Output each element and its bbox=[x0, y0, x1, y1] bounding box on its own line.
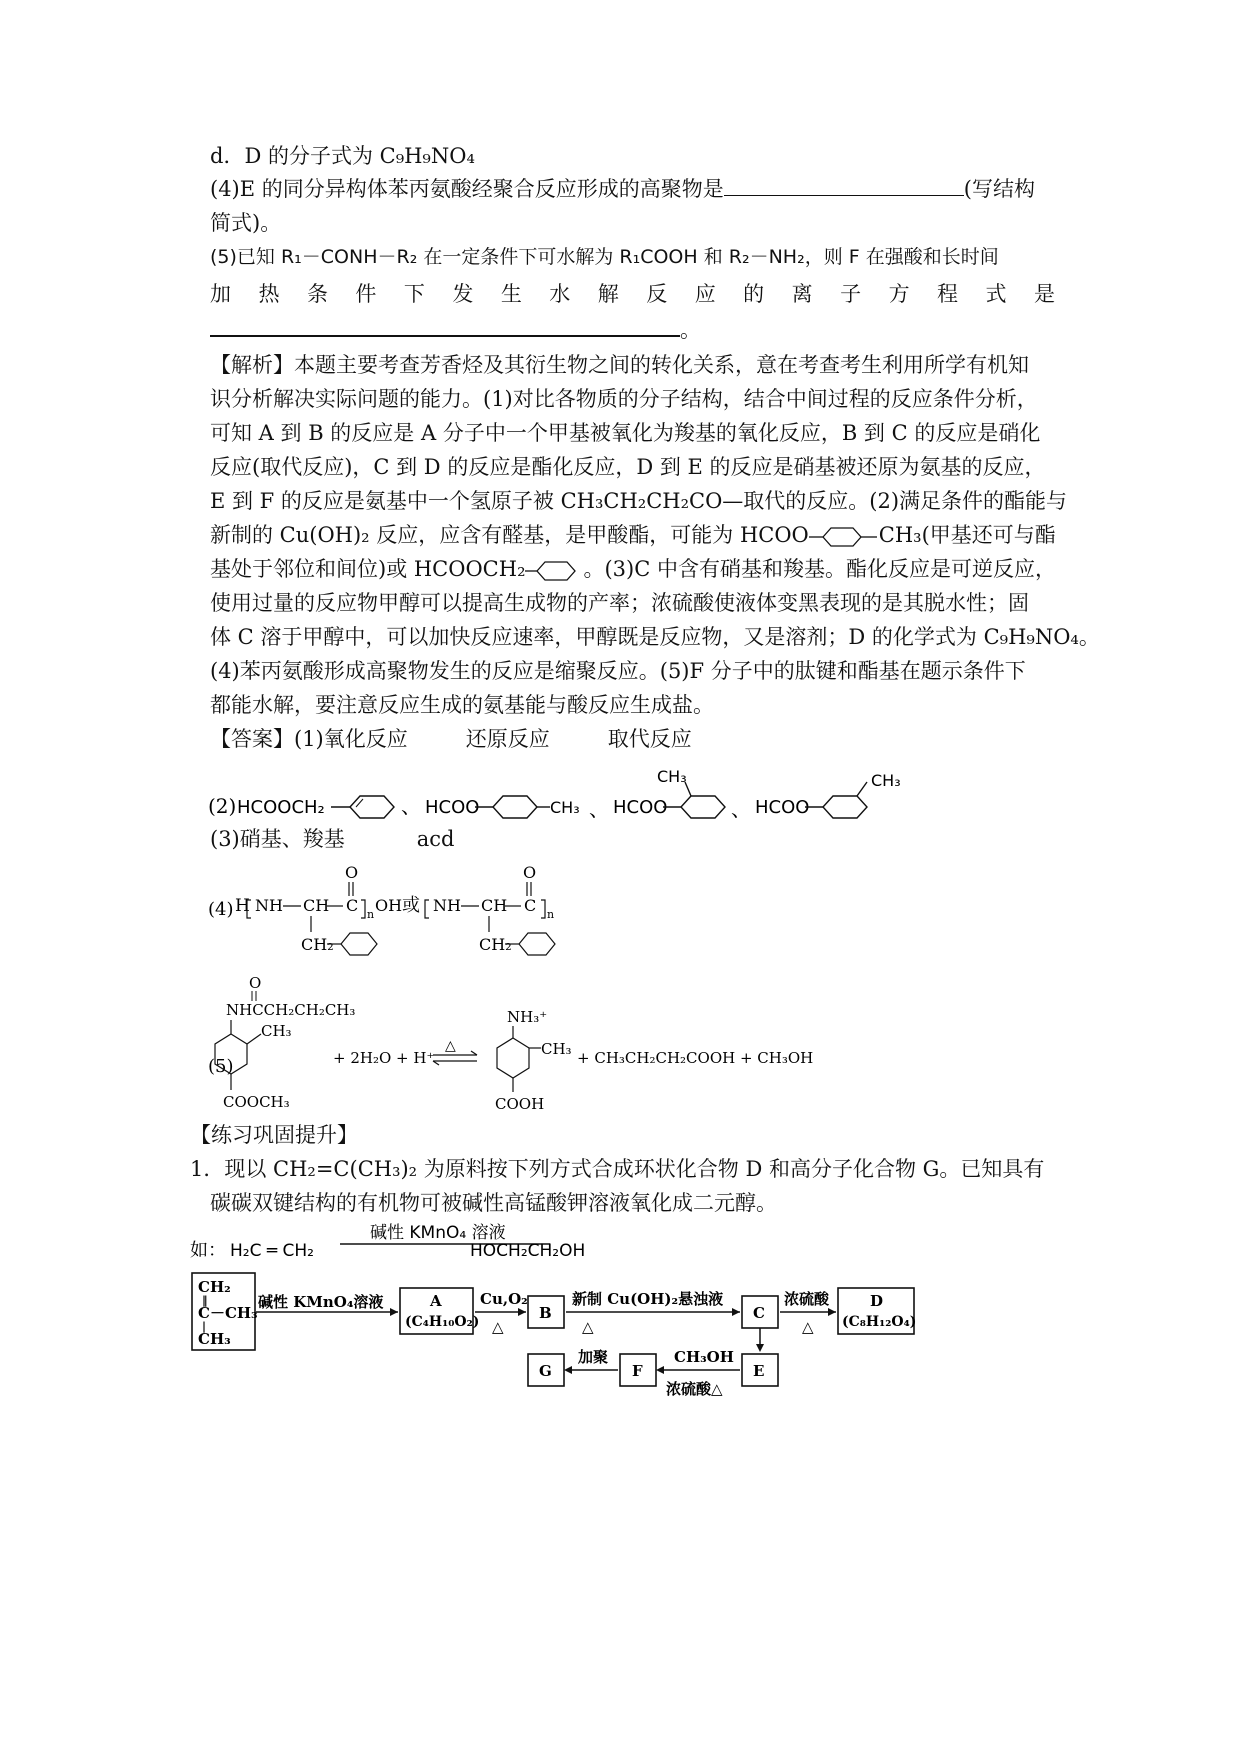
analysis-line-3: 可知 A 到 B 的反应是 A 分子中一个甲基被氧化为羧基的氧化反应，B 到 C 的反应是硝化 bbox=[210, 421, 1041, 445]
compound-g: G bbox=[539, 1362, 552, 1380]
justified-char: 子 bbox=[840, 282, 862, 306]
analysis-line-10: (4)苯丙氨酸形成高聚物发生的反应是缩聚反应。(5)F 分子中的肽键和酯基在题示条件下 bbox=[210, 659, 1026, 683]
answer-1-reduction: 还原反应 bbox=[465, 727, 550, 751]
carboxyl-group: COOH bbox=[495, 1095, 545, 1113]
justified-char: 件 bbox=[355, 282, 377, 306]
separator: 、 bbox=[589, 797, 609, 821]
double-bond: ‖ bbox=[202, 1294, 208, 1307]
ester-group: COOCH₃ bbox=[223, 1093, 290, 1111]
justified-char: 发 bbox=[452, 282, 474, 306]
answer-2-formula-4: HCOO bbox=[755, 797, 810, 818]
carbonyl-oxygen: O bbox=[249, 974, 262, 992]
compound-d: D bbox=[870, 1292, 884, 1310]
benzene-ring-icon bbox=[809, 525, 879, 549]
alpha-carbon: CH bbox=[303, 896, 330, 915]
ethylene: H₂C ═ CH₂ bbox=[230, 1241, 314, 1261]
carbonyl-carbon: C bbox=[346, 896, 359, 915]
answer-2-formula-2: HCOO bbox=[425, 797, 480, 818]
amide-nh: NH bbox=[255, 896, 283, 915]
justified-char: 生 bbox=[500, 282, 522, 306]
methyl-group: CH₃ bbox=[261, 1022, 292, 1040]
benzyl-ch2: CH₂ bbox=[301, 935, 334, 954]
heat-symbol: △ bbox=[582, 1318, 594, 1336]
ammonium-group: NH₃⁺ bbox=[507, 1008, 548, 1026]
c-ch3: C－CH₃ bbox=[198, 1304, 258, 1322]
benzene-ring-icon bbox=[805, 782, 867, 818]
justified-char: 式 bbox=[985, 282, 1007, 306]
answer-1-substitution: 取代反应 bbox=[607, 727, 692, 751]
compound-c: C bbox=[753, 1304, 765, 1322]
separator: 、 bbox=[731, 797, 751, 821]
compound-d-formula: (C₈H₁₂O₄) bbox=[842, 1314, 917, 1330]
question-5-justified bbox=[210, 281, 1055, 307]
answer-5-equation bbox=[205, 970, 1005, 1125]
question-4-continued: 简式)。 bbox=[210, 211, 282, 235]
step-1-condition: 碱性 KMnO₄溶液 bbox=[258, 1293, 384, 1311]
justified-char: 水 bbox=[549, 282, 571, 306]
step-6-condition: 加聚 bbox=[578, 1348, 609, 1366]
benzene-ring-icon bbox=[497, 1038, 529, 1078]
answer-blank-5[interactable] bbox=[210, 315, 680, 337]
question-4-text: (4)E 的同分异构体苯丙氨酸经聚合反应形成的高聚物是 bbox=[210, 177, 724, 201]
question-5-chars bbox=[210, 281, 1055, 307]
reagents: + 2H₂O + H⁺ bbox=[333, 1049, 435, 1067]
answer-blank-4[interactable] bbox=[724, 177, 964, 196]
synthesis-scheme bbox=[190, 1270, 1030, 1410]
justified-char: 方 bbox=[888, 282, 910, 306]
question-5: (5)已知 R₁－CONH－R₂ 在一定条件下可水解为 R₁COOH 和 R₂－NH₂，则 F 在强酸和长时间 bbox=[210, 246, 999, 268]
analysis-line-1: 【解析】本题主要考查芳香烃及其衍生物之间的转化关系，意在考查考生利用所学有机知 bbox=[210, 353, 1029, 377]
step-5-catalyst: 浓硫酸△ bbox=[666, 1380, 723, 1398]
carbonyl-oxygen: O bbox=[523, 863, 537, 882]
step-2-condition: Cu,O₂ bbox=[480, 1290, 528, 1308]
justified-char: 条 bbox=[306, 282, 328, 306]
compound-a-formula: (C₄H₁₀O₂) bbox=[405, 1314, 480, 1330]
answer-2-label: (2) bbox=[208, 794, 237, 818]
step-5-condition: CH₃OH bbox=[674, 1348, 734, 1366]
practice-question-1-continued: 碳碳双键结构的有机物可被碱性高锰酸钾溶液氧化成二元醇。 bbox=[210, 1191, 777, 1215]
amide-nh: NH bbox=[433, 896, 461, 915]
justified-char: 解 bbox=[597, 282, 619, 306]
question-5-blank-line bbox=[210, 315, 701, 343]
analysis-line-6-b: CH₃(甲基还可与酯 bbox=[878, 523, 1056, 547]
analysis-line-6 bbox=[210, 522, 1056, 549]
ch3: CH₃ bbox=[198, 1330, 231, 1348]
analysis-line-7-b: 。(3)C 中含有硝基和羧基。酯化反应是可逆反应， bbox=[583, 557, 1056, 581]
methyl-group: CH₃ bbox=[550, 798, 580, 817]
alpha-carbon: CH bbox=[481, 896, 508, 915]
benzene-ring-icon bbox=[341, 933, 377, 955]
compound-f: F bbox=[632, 1362, 643, 1380]
repeat-count: n bbox=[547, 908, 555, 921]
methyl-group: CH₃ bbox=[871, 771, 901, 790]
starting-material-box bbox=[192, 1273, 258, 1350]
step-4-condition: 浓硫酸 bbox=[784, 1290, 830, 1308]
analysis-line-6-a: 新制的 Cu(OH)₂ 反应，应含有醛基，是甲酸酯，可能为 HCOO bbox=[210, 523, 809, 547]
single-bond: | bbox=[202, 1320, 207, 1333]
benzene-ring-icon bbox=[475, 796, 550, 818]
analysis-line-5: E 到 F 的反应是氨基中一个氢原子被 CH₃CH₂CH₂CO—取代的反应。(2)满足条件的酯能与 bbox=[210, 489, 1068, 513]
or-word: 或 bbox=[402, 895, 420, 916]
option-d: d．D 的分子式为 C₉H₉NO₄ bbox=[210, 144, 475, 168]
period: 。 bbox=[680, 318, 701, 342]
answer-4-polymers bbox=[205, 860, 635, 970]
reaction-condition: 碱性 KMnO₄ 溶液 bbox=[370, 1223, 506, 1243]
analysis-line-8: 使用过量的反应物甲醇可以提高生成物的产率；浓硫酸使液体变黑表现的是其脱水性；固 bbox=[210, 591, 1029, 615]
ethylene-glycol: HOCH₂CH₂OH bbox=[470, 1241, 586, 1261]
heat-symbol: △ bbox=[802, 1318, 814, 1336]
justified-char: 反 bbox=[646, 282, 668, 306]
step-3-condition: 新制 Cu(OH)₂悬浊液 bbox=[572, 1290, 724, 1308]
benzene-ring-icon bbox=[331, 796, 394, 818]
justified-char: 热 bbox=[258, 282, 280, 306]
justified-char: 应 bbox=[694, 282, 716, 306]
justified-char: 离 bbox=[791, 282, 813, 306]
answer-3-options: acd bbox=[416, 827, 455, 851]
analysis-line-4: 反应(取代反应)，C 到 D 的反应是酯化反应，D 到 E 的反应是硝基被还原为氨基的反应， bbox=[210, 455, 1046, 479]
heat-symbol: △ bbox=[445, 1038, 456, 1054]
products: + CH₃CH₂CH₂COOH + CH₃OH bbox=[577, 1049, 814, 1067]
analysis-line-7-a: 基处于邻位和间位)或 HCOOCH₂ bbox=[210, 557, 526, 581]
compound-e: E bbox=[753, 1362, 765, 1380]
answer-2-formula-1: HCOOCH₂ bbox=[237, 797, 325, 818]
analysis-line-2: 识分析解决实际问题的能力。(1)对比各物质的分子结构，结合中间过程的反应条件分析， bbox=[210, 387, 1038, 411]
compound-a: A bbox=[430, 1292, 442, 1310]
answer-1 bbox=[210, 726, 692, 752]
example-reaction bbox=[190, 1220, 670, 1270]
question-4 bbox=[210, 176, 1035, 202]
benzene-ring-icon bbox=[525, 559, 583, 583]
justified-char: 加 bbox=[210, 282, 231, 306]
carbonyl-oxygen: O bbox=[345, 863, 359, 882]
butanamide-group: NHCCH₂CH₂CH₃ bbox=[226, 1001, 356, 1019]
answer-1-oxidation: 【答案】(1)氧化反应 bbox=[210, 727, 408, 751]
methyl-group: CH₃ bbox=[657, 767, 687, 786]
justified-char: 是 bbox=[1033, 282, 1055, 306]
heat-symbol: △ bbox=[492, 1318, 504, 1336]
answer-3 bbox=[210, 826, 454, 852]
analysis-line-7 bbox=[210, 556, 1056, 583]
methyl-group: CH₃ bbox=[541, 1040, 572, 1058]
answer-4-label: (4) bbox=[208, 899, 234, 920]
justified-char: 下 bbox=[403, 282, 425, 306]
answer-2-structures bbox=[205, 760, 985, 830]
answer-3-groups: (3)硝基、羧基 bbox=[210, 827, 345, 851]
ch2: CH₂ bbox=[198, 1278, 231, 1296]
answer-2-formula-3: HCOO bbox=[613, 797, 668, 818]
compound-b: B bbox=[539, 1304, 552, 1322]
analysis-line-11: 都能水解，要注意反应生成的氨基能与酸反应生成盐。 bbox=[210, 693, 714, 717]
justified-char: 程 bbox=[937, 282, 959, 306]
benzyl-ch2: CH₂ bbox=[479, 935, 512, 954]
hydroxyl-end: OH bbox=[375, 896, 403, 915]
question-4-hint: (写结构 bbox=[963, 177, 1035, 201]
separator: 、 bbox=[401, 794, 421, 818]
benzene-ring-icon bbox=[663, 782, 725, 818]
repeat-count: n bbox=[367, 908, 375, 921]
carbonyl-carbon: C bbox=[524, 896, 537, 915]
justified-char: 的 bbox=[743, 282, 765, 306]
answer-5-label: (5) bbox=[208, 1056, 234, 1077]
practice-heading: 【练习巩固提升】 bbox=[190, 1123, 358, 1147]
analysis-line-9: 体 C 溶于甲醇中，可以加快反应速率，甲醇既是反应物，又是溶剂；D 的化学式为 C₉H₉NO₄。 bbox=[210, 625, 1100, 649]
hydrogen-end: H bbox=[235, 896, 250, 916]
benzene-ring-icon bbox=[519, 933, 555, 955]
example-prefix: 如： bbox=[190, 1240, 226, 1261]
practice-question-1: 1．现以 CH₂=C(CH₃)₂ 为原料按下列方式合成环状化合物 D 和高分子化合物 G。已知具有 bbox=[190, 1157, 1045, 1181]
